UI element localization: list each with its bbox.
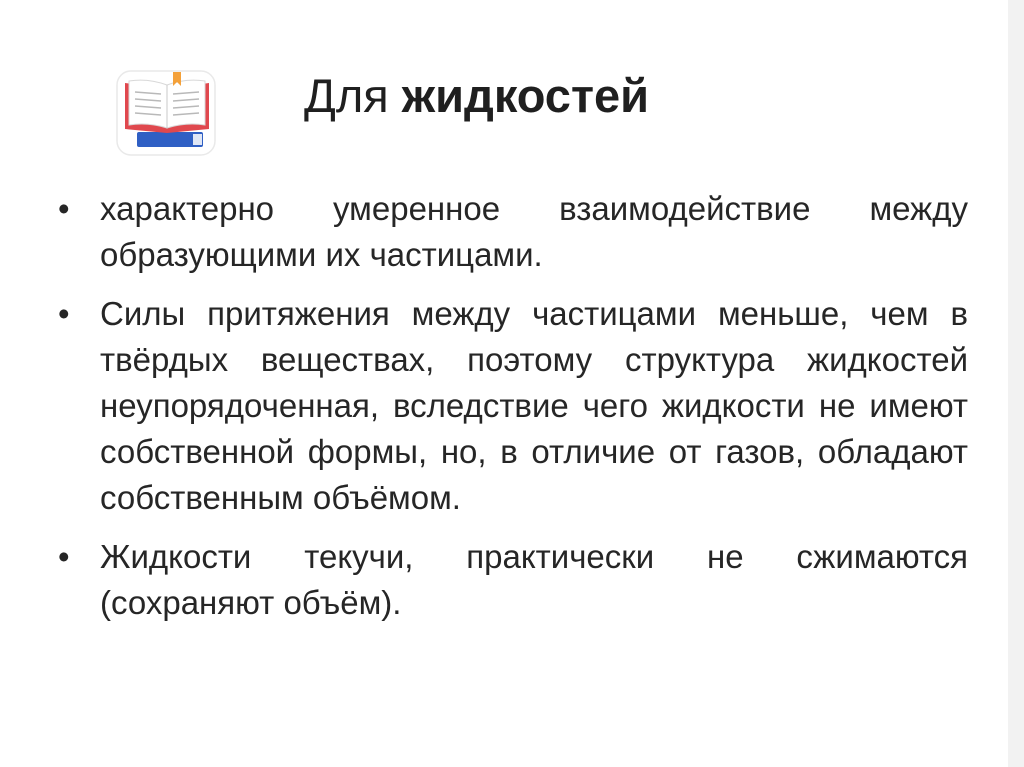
bullet-dot: • — [58, 538, 70, 575]
bullet-item — [58, 291, 968, 521]
bullet-item — [58, 186, 968, 278]
bullet-text: Жидкости текучи, практически не сжимаются (сохраняют объём). — [100, 538, 968, 621]
bullet-text: Силы притяжения между частицами меньше, чем в твёрдых веществах, поэтому структура жидкостей неупорядоченная, вследствие чего жидкости не имеют собственной формы, но, в отличие от газов, обладают собственным объёмом. — [100, 295, 968, 516]
bullet-item — [58, 534, 968, 626]
title-bold: жидкостей — [401, 69, 649, 122]
bullet-list — [58, 186, 968, 639]
book-stack-icon — [113, 66, 219, 158]
bullet-text: характерно умеренное взаимодействие между образующими их частицами. — [100, 190, 968, 273]
slide-title — [304, 66, 649, 126]
slide-edge — [1008, 0, 1024, 767]
bullet-dot: • — [58, 190, 70, 227]
title-regular: Для — [304, 69, 402, 122]
bullet-dot: • — [58, 295, 70, 332]
